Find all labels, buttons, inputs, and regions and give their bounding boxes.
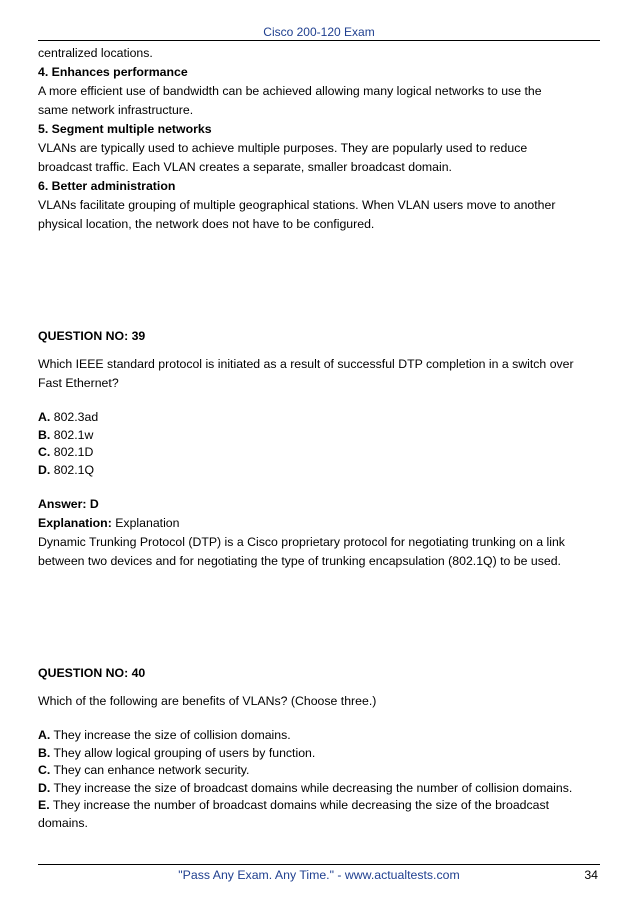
benefit-intro-tail: centralized locations. (38, 46, 153, 60)
option-letter: B. (38, 427, 51, 442)
option-letter: A. (38, 410, 51, 424)
option-letter: D. (38, 462, 51, 477)
benefit-4-line-2: same network infrastructure. (38, 103, 194, 117)
question-40-option-e-continued: domains. (38, 815, 88, 830)
question-40-options (38, 727, 604, 832)
question-39-options (38, 409, 604, 479)
question-39-answer: Answer: D (38, 497, 99, 511)
explanation-value: Explanation (111, 516, 180, 530)
question-39-title: QUESTION NO: 39 (38, 329, 146, 343)
question-40-option-e (38, 797, 604, 815)
header-divider (38, 40, 600, 41)
benefit-5-line-1: VLANs are typically used to achieve multiple purposes. They are popularly used to reduce (38, 141, 528, 155)
option-letter: D. (38, 780, 51, 795)
benefit-6-line-2: physical location, the network does not have to be configured. (38, 217, 375, 231)
question-39-explanation-label (38, 514, 604, 533)
option-letter: C. (38, 763, 51, 777)
page-content (38, 44, 604, 832)
benefit-6-line-1: VLANs facilitate grouping of multiple geographical stations. When VLAN users move to another (38, 198, 556, 212)
option-letter: E. (38, 798, 50, 812)
question-40-option-d (38, 780, 604, 798)
option-text: They increase the size of broadcast domains while decreasing the number of collision domains. (50, 780, 573, 795)
footer-divider (38, 864, 600, 865)
option-letter: B. (38, 745, 51, 760)
option-text: They increase the size of collision domains. (50, 728, 291, 742)
question-39-explanation-line-2: between two devices and for negotiating the type of trunking encapsulation (802.1Q) to be used. (38, 554, 561, 568)
question-39-option-a (38, 409, 604, 427)
benefit-5-line-2: broadcast traffic. Each VLAN creates a separate, smaller broadcast domain. (38, 160, 452, 174)
option-text: 802.3ad (50, 410, 99, 424)
question-39-option-b (38, 427, 604, 445)
benefit-4-heading: 4. Enhances performance (38, 65, 188, 79)
benefit-4-line-1: A more efficient use of bandwidth can be achieved allowing many logical networks to use the (38, 84, 542, 98)
option-text: They allow logical grouping of users by function. (50, 745, 316, 760)
option-letter: C. (38, 445, 51, 459)
question-39-explanation-line-1: Dynamic Trunking Protocol (DTP) is a Cisco proprietary protocol for negotiating trunking on a link (38, 535, 565, 549)
question-39-option-c (38, 444, 604, 462)
question-39-option-d (38, 462, 604, 480)
question-40-option-b (38, 745, 604, 763)
benefit-5-heading: 5. Segment multiple networks (38, 122, 212, 136)
option-letter: A. (38, 728, 51, 742)
option-text: 802.1D (50, 445, 94, 459)
header-title: Cisco 200-120 Exam (263, 25, 375, 39)
benefit-6-heading: 6. Better administration (38, 179, 176, 193)
question-40-option-a (38, 727, 604, 745)
footer-text: "Pass Any Exam. Any Time." - www.actualtests.com (178, 868, 460, 882)
explanation-label: Explanation: (38, 516, 112, 530)
option-text: They increase the number of broadcast domains while decreasing the size of the broadcast (49, 798, 550, 812)
page-number: 34 (584, 868, 598, 882)
question-40-text-line-1: Which of the following are benefits of VLANs? (Choose three.) (38, 694, 377, 708)
question-39-text-line-1: Which IEEE standard protocol is initiated as a result of successful DTP completion in a switch over (38, 357, 574, 371)
option-text: They can enhance network security. (50, 763, 250, 777)
question-39-text-line-2: Fast Ethernet? (38, 376, 119, 390)
question-40-option-c (38, 762, 604, 780)
option-text: 802.1Q (50, 462, 95, 477)
question-40-title: QUESTION NO: 40 (38, 666, 146, 680)
option-text: 802.1w (50, 427, 94, 442)
